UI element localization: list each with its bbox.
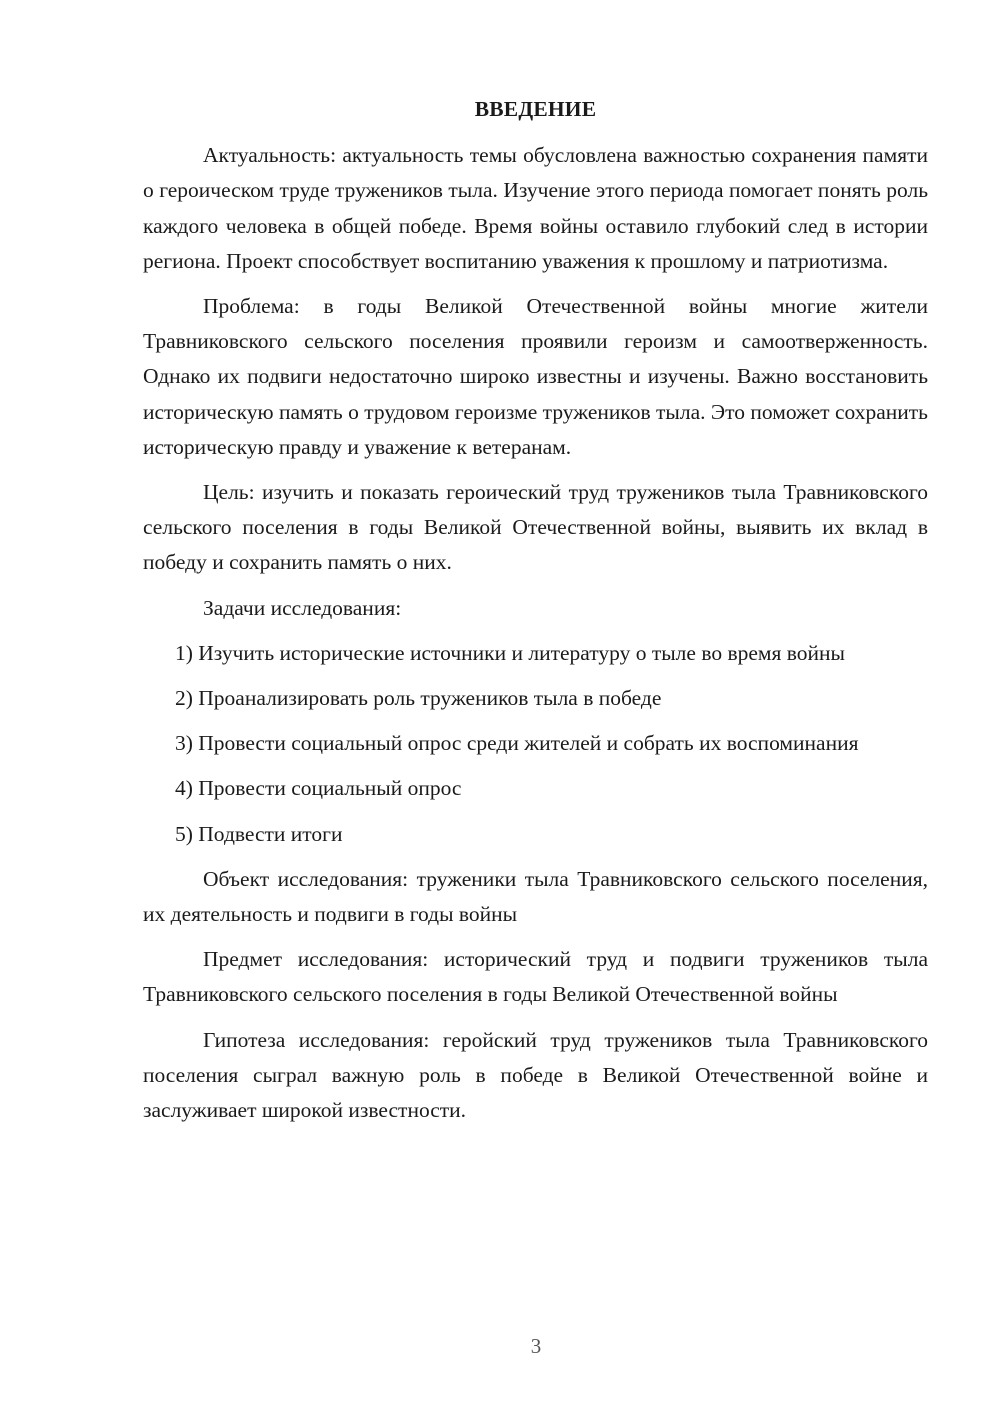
task-item-2: 2) Проанализировать роль тружеников тыла в победе: [175, 686, 662, 711]
object-paragraph: Объект исследования: труженики тыла Травниковского сельского поселения, их деятельность и подвиги в годы войны: [143, 866, 928, 927]
goal-paragraph: Цель: изучить и показать героический труд тружеников тыла Травниковского сельского поселения в годы Великой Отечественной войны, выявить их вклад в победу и сохранить память о них.: [143, 480, 928, 575]
document-page: [143, 92, 928, 1138]
page-number: 3: [530, 1334, 542, 1358]
section-title: ВВЕДЕНИЕ: [474, 97, 597, 121]
problem-paragraph: Проблема: в годы Великой Отечественной войны многие жители Травниковского сельского поселения проявили героизм и самоотверженность. Однако их подвиги недостаточно широко известны и изучены. Важно восстановить историческую память о трудовом героизме тружеников тыла. Это поможет сохранить историческую правду и уважение к ветеранам.: [143, 294, 928, 459]
subject-paragraph: Предмет исследования: исторический труд и подвиги тружеников тыла Травниковского сельского поселения в годы Великой Отечественной войны: [143, 947, 928, 1007]
task-item-4: 4) Провести социальный опрос: [175, 776, 462, 801]
task-item-3: 3) Провести социальный опрос среди жителей и собрать их воспоминания: [175, 731, 859, 756]
task-item-5: 5) Подвести итоги: [175, 821, 343, 846]
tasks-heading: Задачи исследования:: [203, 595, 402, 620]
task-item-1: 1) Изучить исторические источники и литературу о тыле во время войны: [175, 640, 845, 665]
relevance-paragraph: Актуальность: актуальность темы обусловлена важностью сохранения памяти о героическом труде тружеников тыла. Изучение этого периода помогает понять роль каждого человека в общей победе. Время войны оставило глубокий след в истории региона. Проект способствует воспитанию уважения к прошлому и патриотизма.: [143, 143, 928, 273]
hypothesis-paragraph: Гипотеза исследования: геройский труд тружеников тыла Травниковского поселения сыграл важную роль в победе в Великой Отечественной войне и заслуживает широкой известности.: [143, 1027, 928, 1123]
